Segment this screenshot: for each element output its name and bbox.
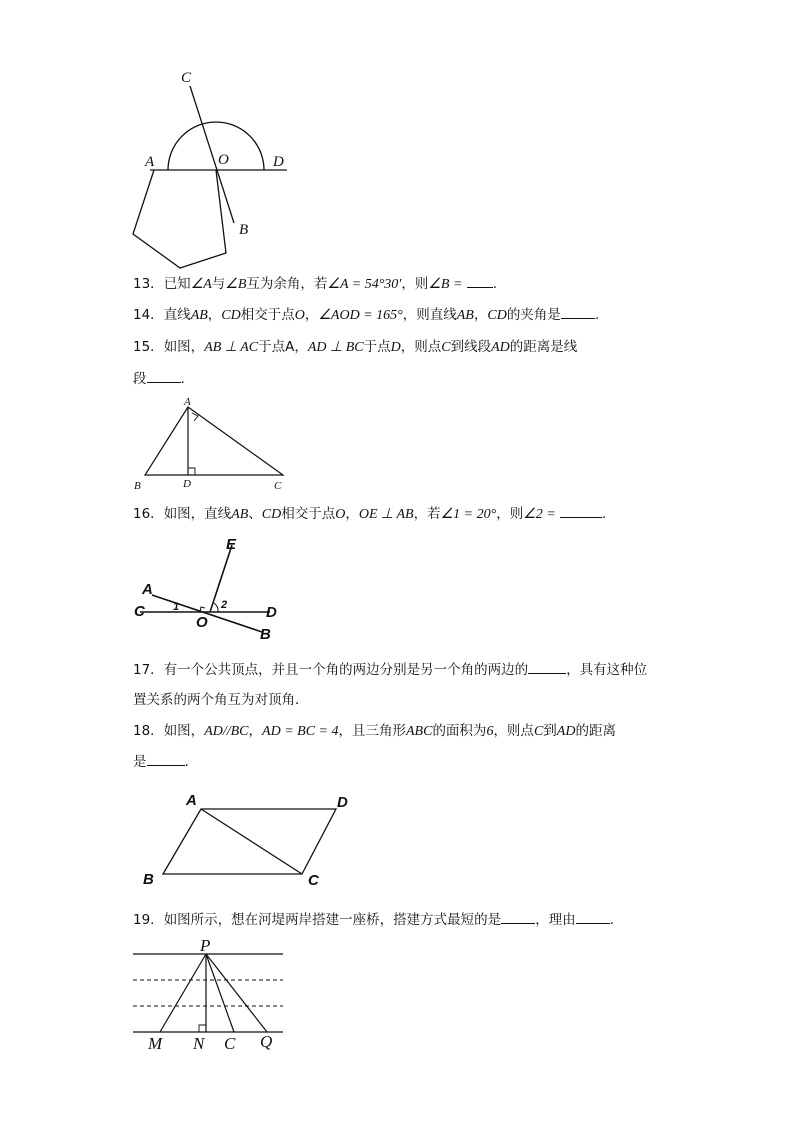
label-A: A xyxy=(184,396,191,408)
label-A: A xyxy=(186,792,197,809)
label-C: C xyxy=(308,872,319,889)
answer-blank[interactable] xyxy=(147,753,185,766)
label-O: O xyxy=(196,614,208,631)
figure-right-triangle xyxy=(128,393,298,493)
label-B: B xyxy=(134,480,141,492)
question-14: 14．直线AB，CD相交于点O，∠AOD = 165°，则直线AB，CD的夹角是 . xyxy=(133,307,600,323)
figure-intersecting-lines xyxy=(130,532,290,644)
label-M: M xyxy=(148,1034,163,1053)
label-A: A xyxy=(142,581,153,598)
answer-blank[interactable] xyxy=(147,370,181,383)
answer-blank[interactable] xyxy=(501,911,535,924)
label-D: D xyxy=(266,604,277,621)
figure-river-bridge xyxy=(128,935,293,1055)
answer-blank[interactable] xyxy=(528,661,566,674)
question-16: 16．如图，直线AB、CD相交于点O，OE ⊥ AB，若∠1 = 20°，则∠2 = . xyxy=(133,506,607,522)
question-15-cont: 段 . xyxy=(133,371,185,387)
label-P: P xyxy=(200,936,211,955)
question-17-cont: 置关系的两个角互为对顶角． xyxy=(133,692,309,708)
label-O: O xyxy=(218,152,229,168)
question-19: 19．如图所示，想在河堤两岸搭建一座桥，搭建方式最短的是 ，理由 . xyxy=(133,912,614,928)
question-18-cont: 是 . xyxy=(133,754,189,770)
label-E: E xyxy=(226,536,237,553)
label-C: C xyxy=(274,480,282,492)
question-15: 15．如图，AB ⊥ AC于点A，AD ⊥ BC于点D，则点C到线段AD的距离是线 xyxy=(133,339,578,355)
label-C: C xyxy=(134,603,145,620)
label-angle-2: 2 xyxy=(221,599,228,611)
label-C: C xyxy=(181,70,192,86)
answer-blank[interactable] xyxy=(560,505,602,518)
label-B: B xyxy=(239,222,249,238)
figure-pentagon-semicircle xyxy=(120,62,310,272)
label-B: B xyxy=(260,626,271,643)
answer-blank[interactable] xyxy=(576,911,610,924)
label-N: N xyxy=(193,1034,205,1053)
label-A: A xyxy=(145,154,155,170)
label-D: D xyxy=(273,154,284,170)
question-18: 18．如图，AD//BC，AD = BC = 4，且三角形ABC的面积为6，则点C到AD的距离 xyxy=(133,723,616,739)
question-17: 17．有一个公共顶点，并且一个角的两边分别是另一个角的两边的 ，具有这种位 xyxy=(133,662,648,678)
answer-blank[interactable] xyxy=(467,275,493,288)
label-D: D xyxy=(337,794,348,811)
label-angle-1: 1 xyxy=(173,601,180,613)
label-B: B xyxy=(143,871,154,888)
question-13: 13．已知∠A与∠B互为余角，若∠A = 54°30′，则∠B = . xyxy=(133,276,498,292)
answer-blank[interactable] xyxy=(561,306,595,319)
label-D: D xyxy=(183,478,191,490)
label-C: C xyxy=(224,1034,236,1053)
label-Q: Q xyxy=(260,1032,273,1051)
figure-parallelogram xyxy=(138,788,358,893)
